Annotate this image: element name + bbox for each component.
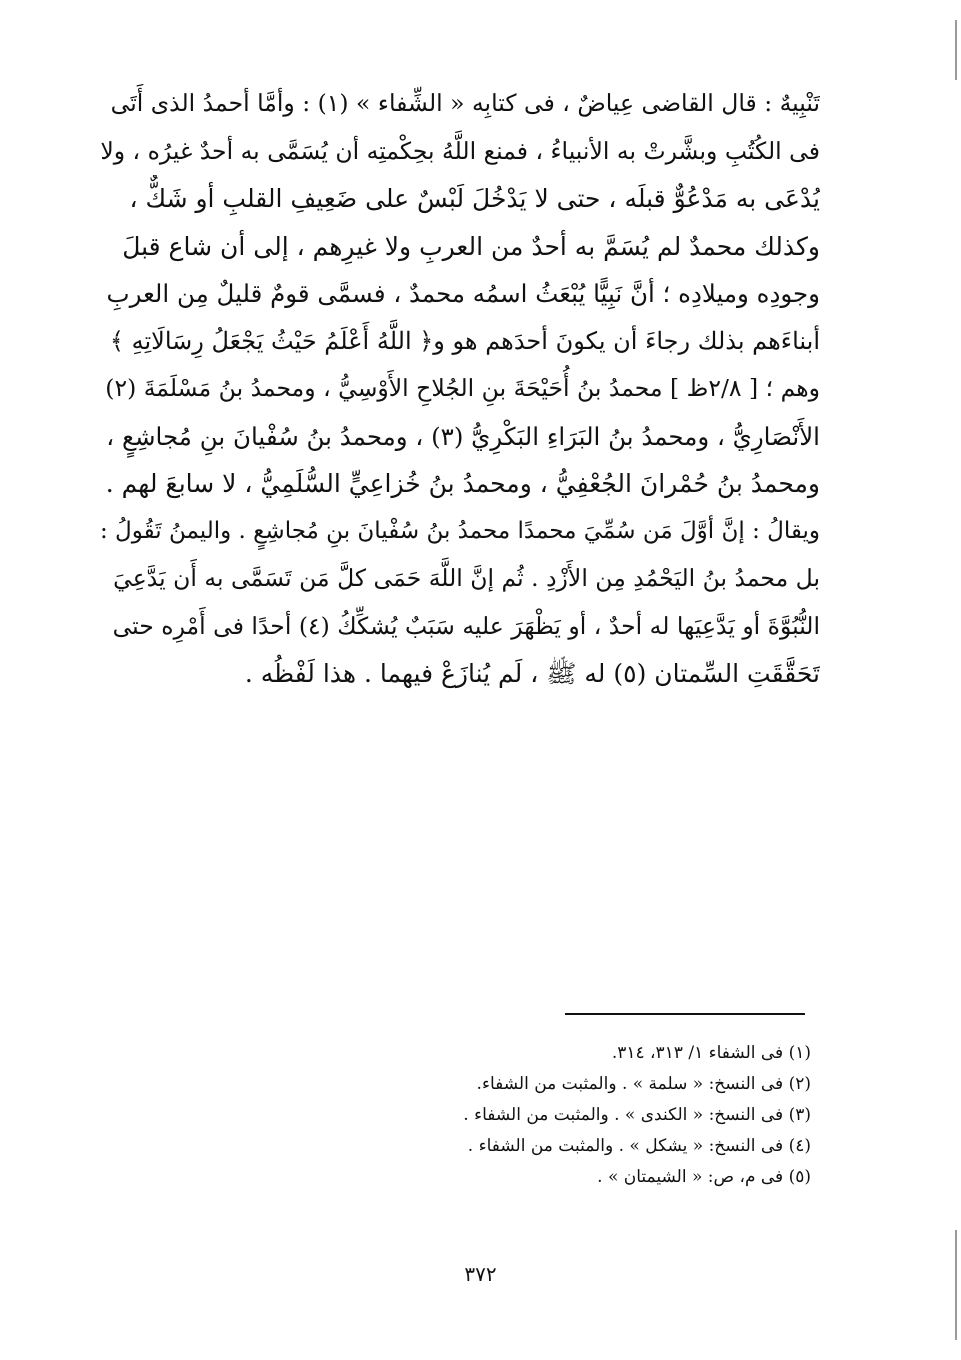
body-line: النُّبُوَّةَ أو يَدَّعِيَها له أحدٌ ، أو يَظْهَرَ عليه سَبَبٌ يُشكِّكُ (٤) أحدًا فى أَمْرِه حتى [112, 611, 820, 640]
body-line: يُدْعَى به مَدْعُوٌّ قبلَه ، حتى لا يَدْخُلَ لَبْسٌ على ضَعِيفِ القلبِ أو شَكٌّ ، [129, 184, 820, 213]
body-line: ومحمدُ بنُ حُمْرانَ الجُعْفِيُّ ، ومحمدُ بنُ خُزاعِيٍّ السُّلَمِيُّ ، لا سابعَ لهم . [105, 469, 820, 498]
body-line: ويقالُ : إنَّ أوَّلَ مَن سُمِّيَ محمدًا محمدُ بنُ سُفْيانَ بنِ مُجاشِعٍ . واليمنُ تَقُولُ : [100, 517, 820, 544]
body-line: فى الكُتُبِ وبشَّرتْ به الأنبياءُ ، فمنع اللَّهُ بحِكْمتِه أن يُسَمَّى به أحدٌ غيرُه ، ولا [100, 136, 820, 165]
body-line: وكذلك محمدٌ لم يُسَمَّ به أحدٌ من العربِ ولا غيرِهم ، إلى أن شاع قبلَ [122, 231, 820, 261]
body-line: بل محمدُ بنُ اليَحْمُدِ مِن الأَزْدِ . ثُم إنَّ اللَّهَ حَمَى كلَّ مَن تَسَمَّى به أَن يَدَّعِيَ [113, 564, 820, 592]
body-line: وهم ؛ [ ٢/٨ظ ] محمدُ بنُ أُحَيْحَةَ بنِ الجُلاحِ الأَوْسِيُّ ، ومحمدُ بنُ مَسْلَمَةَ (٢) [105, 374, 820, 402]
body-line: الأَنْصَارِيُّ ، ومحمدُ بنُ البَرَاءِ البَكْرِيُّ (٣) ، ومحمدُ بنُ سُفْيانَ بنِ مُجاشِعٍ ، [106, 421, 820, 451]
main-text-block [100, 80, 820, 698]
body-line: تَنْبِيهٌ : قال القاضى عِياضٌ ، فى كتابِه « الشِّفاء » (١) : وأمَّا أحمدُ الذى أَتَى [110, 89, 820, 117]
footnote-item: (٣) فى النسخ: « الكندى » . والمثبت من الشفاء . [463, 1105, 811, 1125]
footnote-item: (٢) فى النسخ: « سلمة » . والمثبت من الشفاء. [476, 1074, 811, 1094]
footnote-item: (١) فى الشفاء ١/ ٣١٣، ٣١٤. [611, 1043, 811, 1063]
footnote-item: (٤) فى النسخ: « يشكل » . والمثبت من الشفاء . [467, 1136, 811, 1156]
page-number: ٣٧٢ [464, 1262, 497, 1286]
scan-edge-mark [955, 20, 957, 80]
body-line: وجودِه وميلادِه ؛ أنَّ نَبِيًّا يُبْعَثُ اسمُه محمدٌ ، فسمَّى قومٌ قليلٌ مِن العربِ [106, 279, 820, 308]
scan-edge-mark [955, 1230, 957, 1340]
body-line: أبناءَهم بذلك رجاءَ أن يكونَ أحدَهم هو و﴿ اللَّهُ أَعْلَمُ حَيْثُ يَجْعَلُ رِسَالَاتِهِ ﴾ [109, 326, 820, 355]
footnotes-block [391, 1038, 811, 1193]
body-line: تَحَقَّقَتِ السِّمتان (٥) له ﷺ ، لَم يُنازَعْ فيهما . هذا لَفْظُه . [244, 659, 820, 688]
footnote-item: (٥) فى م، ص: « الشيمتان » . [597, 1167, 811, 1187]
footnote-separator [565, 1013, 805, 1015]
